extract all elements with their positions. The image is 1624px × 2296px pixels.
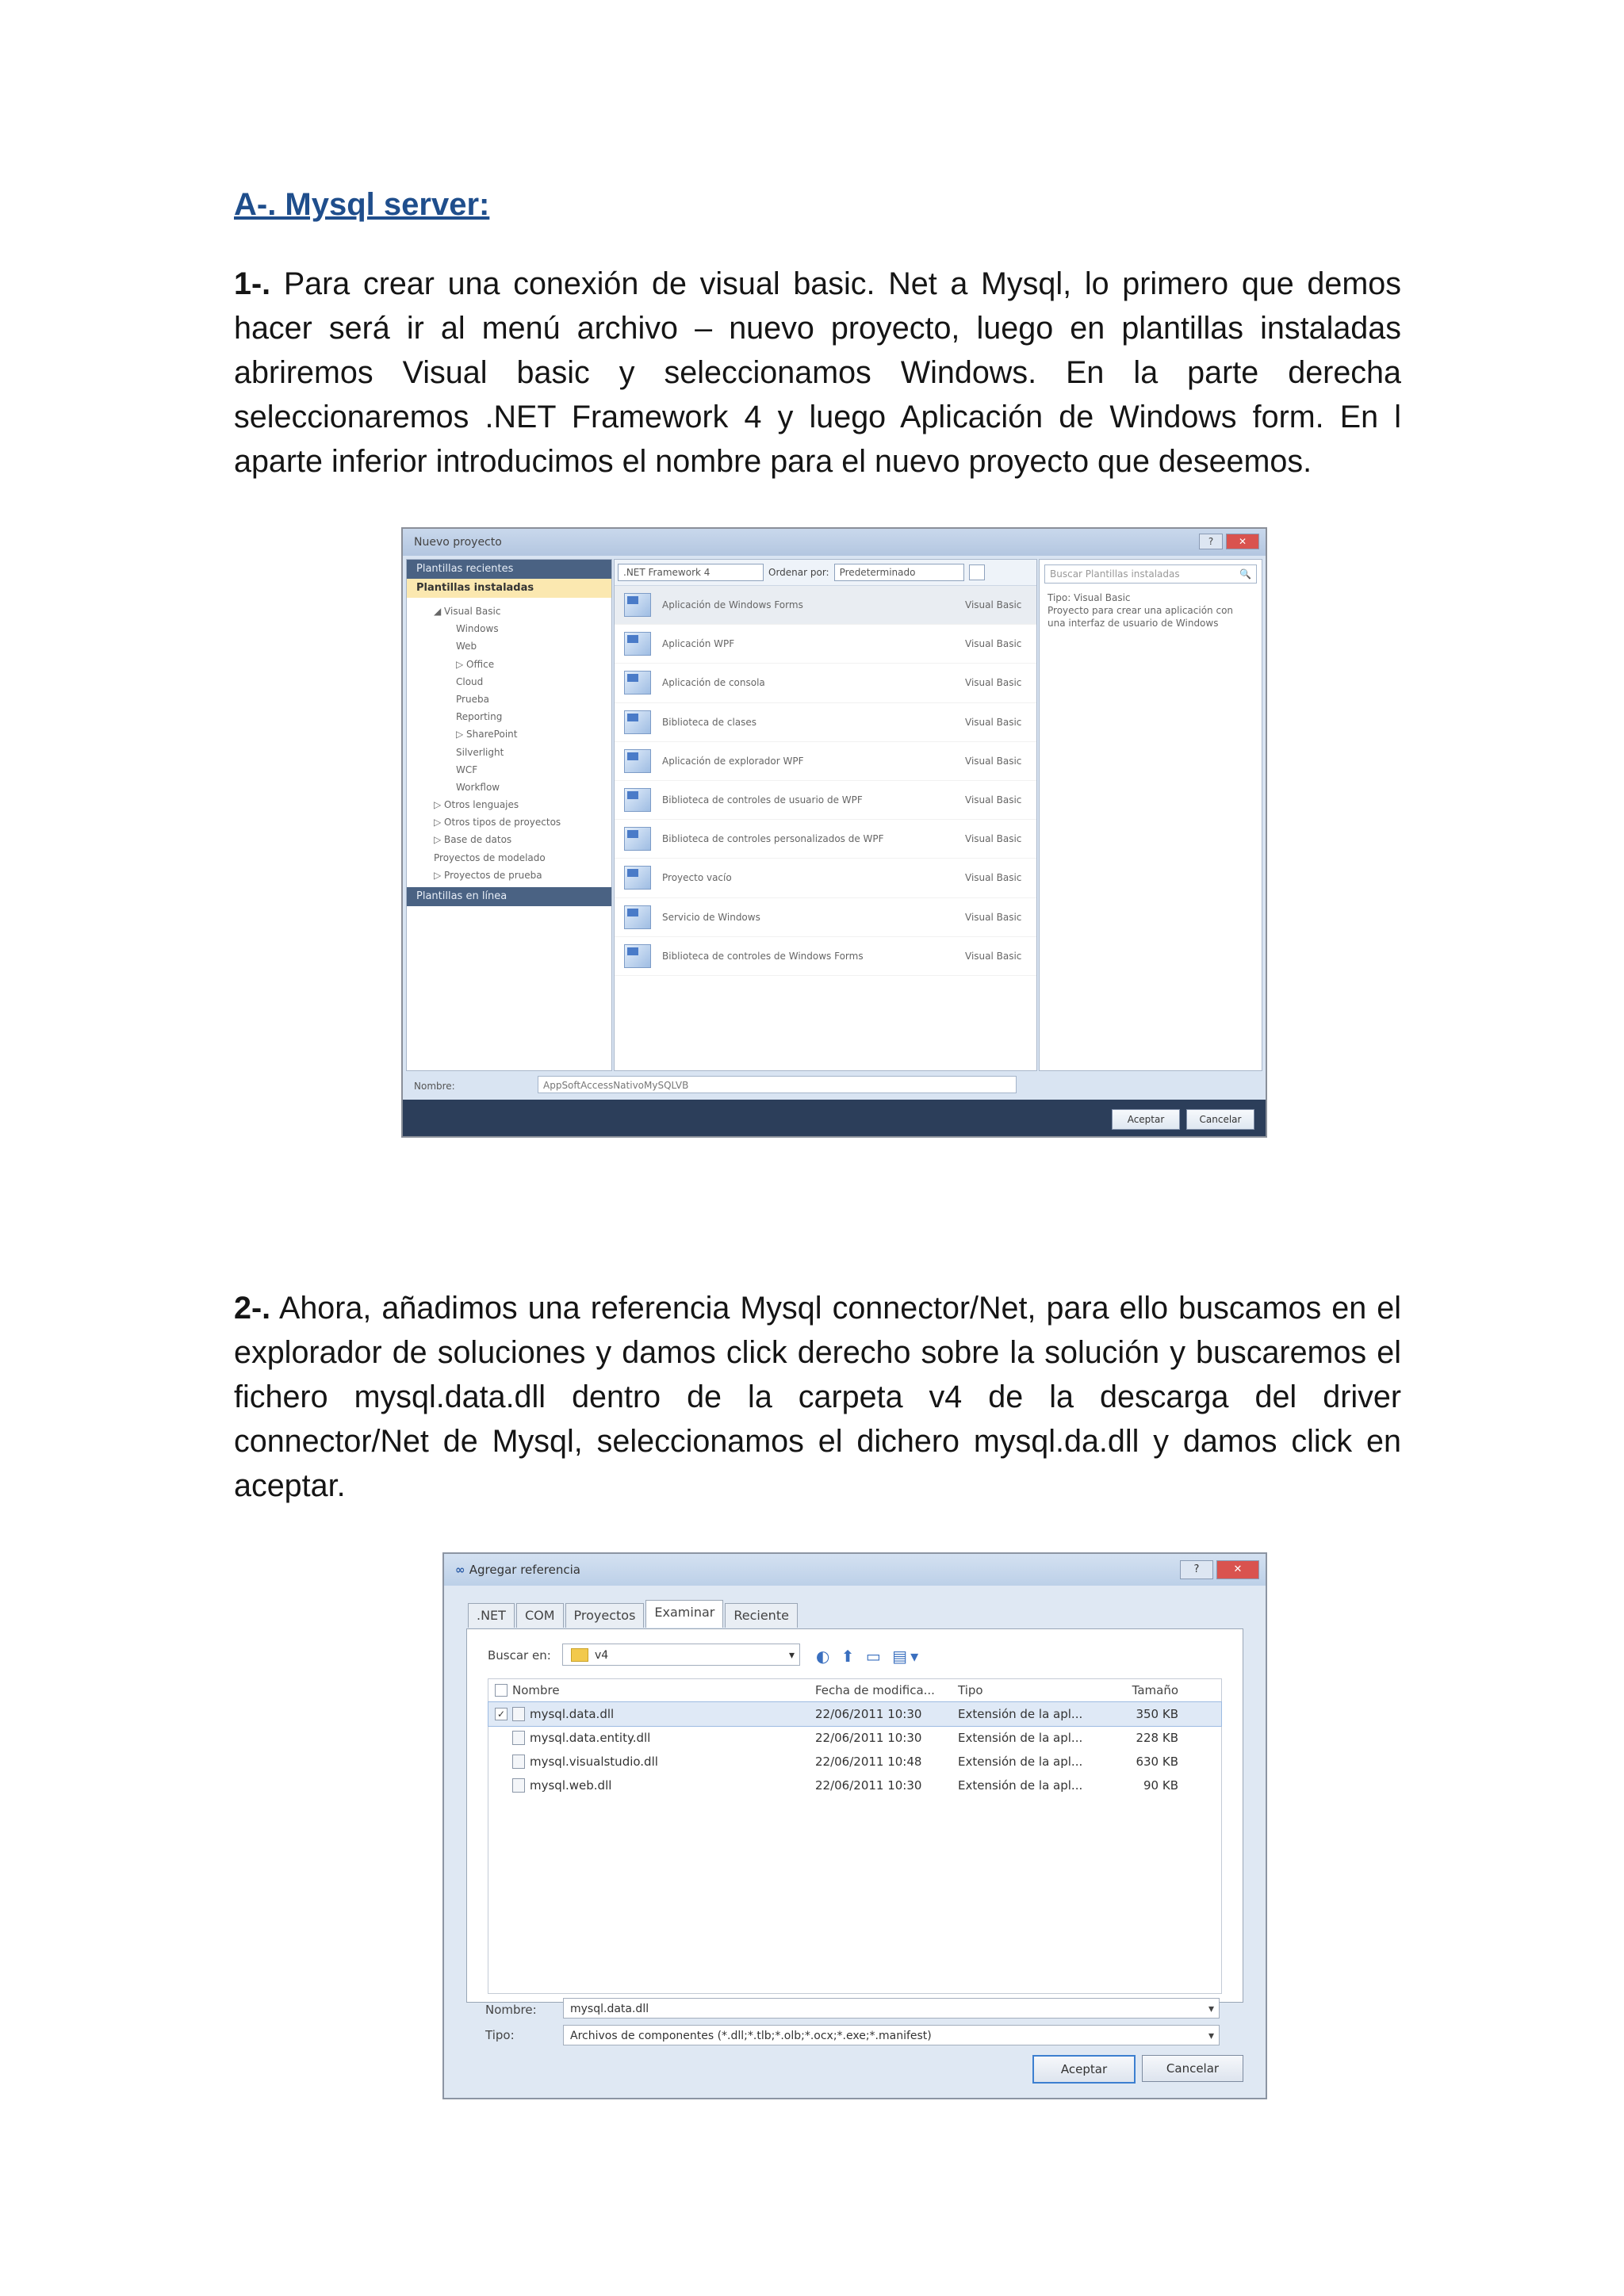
column-type[interactable]: Tipo (958, 1683, 983, 1697)
template-row[interactable] (615, 742, 1036, 781)
template-row[interactable] (615, 820, 1036, 859)
template-name: Aplicación WPF (662, 638, 735, 650)
templates-toolbar (615, 560, 1036, 586)
sort-select[interactable]: Predeterminado (834, 564, 964, 581)
template-rows (615, 586, 1036, 976)
cancel-button[interactable]: Cancelar (1142, 2055, 1243, 2082)
tree-item[interactable]: Windows (456, 623, 499, 635)
templates-list-panel (614, 559, 1037, 1071)
look-in-value: v4 (595, 1649, 609, 1662)
step-1-number: 1-. (234, 266, 271, 301)
file-type: Extensión de la apl... (958, 1778, 1083, 1793)
template-name: Aplicación de explorador WPF (662, 755, 804, 767)
online-templates[interactable]: Plantillas en línea (407, 887, 611, 906)
template-icon (624, 671, 651, 695)
file-size: 350 KB (1136, 1707, 1178, 1721)
template-language: Visual Basic (965, 950, 1022, 962)
file-type: Extensión de la apl... (958, 1731, 1083, 1745)
infinity-icon: ∞ (455, 1563, 469, 1577)
template-icon (624, 632, 651, 656)
template-search-input[interactable] (1044, 564, 1257, 584)
tab-net[interactable]: .NET (468, 1603, 515, 1628)
file-date: 22/06/2011 10:48 (815, 1755, 922, 1769)
tab-reciente[interactable]: Reciente (725, 1603, 798, 1628)
close-icon[interactable]: ✕ (1226, 534, 1259, 549)
dialog-bottom (403, 1073, 1266, 1136)
dialog-title-text: Agregar referencia (469, 1563, 580, 1577)
reference-tabs (468, 1603, 799, 1628)
file-date: 22/06/2011 10:30 (815, 1778, 922, 1793)
template-type-info: Tipo: Visual Basic (1048, 592, 1131, 603)
sort-label: Ordenar por: (768, 567, 829, 578)
chevron-down-icon[interactable]: ▾ (788, 1649, 795, 1662)
tree-item[interactable]: ▷ Proyectos de prueba (434, 869, 542, 881)
template-tree (407, 598, 611, 884)
tree-item[interactable]: Prueba (456, 693, 489, 705)
accept-button[interactable]: Aceptar (1112, 1109, 1180, 1130)
section-heading: A-. Mysql server: (234, 187, 490, 222)
tab-proyectos[interactable]: Proyectos (565, 1603, 645, 1628)
step-1-text: Para crear una conexión de visual basic. Net a Mysql, lo primero que demos hacer será ir al menú archivo – nuevo proyecto, luego en plantillas instaladas abriremos Visual basic y seleccionamos Windows. En la parte derecha seleccionaremos .NET Framework 4 y luego Aplicación de Windows form. En l aparte inferior introducimos el nombre para el nuevo proyecto que deseemos. (234, 266, 1401, 479)
help-icon[interactable]: ? (1199, 534, 1223, 549)
template-row[interactable] (615, 664, 1036, 702)
file-row[interactable] (488, 1750, 1221, 1774)
file-size: 90 KB (1143, 1778, 1178, 1793)
template-icon (624, 788, 651, 812)
new-project-dialog-screenshot (401, 527, 1267, 1138)
template-row[interactable] (615, 703, 1036, 742)
installed-templates[interactable]: Plantillas instaladas (407, 579, 611, 598)
view-toggle-icon[interactable] (969, 564, 985, 580)
template-icon (624, 827, 651, 851)
template-row[interactable] (615, 898, 1036, 937)
template-language: Visual Basic (965, 794, 1022, 806)
cancel-button[interactable]: Cancelar (1186, 1109, 1254, 1130)
tab-com[interactable]: COM (516, 1603, 564, 1628)
templates-sidebar (406, 559, 612, 1071)
file-type-label: Tipo: (485, 2028, 515, 2042)
template-description: Proyecto para crear una aplicación con una interfaz de usuario de Windows (1048, 605, 1234, 629)
help-icon[interactable]: ? (1180, 1560, 1213, 1579)
template-icon (624, 593, 651, 617)
file-checkbox[interactable]: ✓ (495, 1708, 508, 1720)
template-language: Visual Basic (965, 638, 1022, 650)
file-type-select[interactable]: Archivos de componentes (*.dll;*.tlb;*.olb;*.ocx;*.exe;*.manifest) ▾ (563, 2025, 1220, 2045)
template-row[interactable] (615, 625, 1036, 664)
window-controls (1199, 534, 1259, 549)
template-info-panel (1039, 559, 1262, 1071)
browse-panel (466, 1628, 1243, 2003)
file-name: mysql.data.entity.dll (530, 1731, 651, 1745)
column-size[interactable]: Tamaño (1132, 1683, 1178, 1697)
tree-item[interactable]: ◢ Visual Basic (434, 606, 501, 617)
template-language: Visual Basic (965, 677, 1022, 689)
dll-file-icon (512, 1731, 525, 1745)
tree-item[interactable]: Proyectos de modelado (434, 851, 546, 863)
tree-item[interactable]: Cloud (456, 675, 484, 687)
step-2-text: Ahora, añadimos una referencia Mysql connector/Net, para ello buscamos en el explorador de soluciones y damos click derecho sobre la solución y buscaremos el fichero mysql.data.dll dentro de la carpeta v4 de la descarga del driver connector/Net de Mysql, seleccionamos el dichero mysql.da.dll y damos click en aceptar. (234, 1291, 1401, 1503)
file-name: mysql.visualstudio.dll (530, 1755, 658, 1769)
template-icon (624, 866, 651, 890)
search-icon[interactable]: 🔍 (1239, 568, 1251, 580)
recent-templates[interactable]: Plantillas recientes (407, 560, 611, 579)
navigation-toolbar-icons[interactable]: ◐ ⬆ ▭ ▤▾ (816, 1647, 922, 1666)
template-language: Visual Basic (965, 833, 1022, 845)
file-name: mysql.web.dll (530, 1778, 612, 1793)
file-type: Extensión de la apl... (958, 1755, 1083, 1769)
column-name[interactable]: Nombre (512, 1683, 560, 1697)
file-row[interactable] (488, 1774, 1221, 1797)
select-all-checkbox[interactable] (495, 1684, 508, 1697)
step-1-paragraph (234, 262, 1401, 484)
close-icon[interactable]: ✕ (1216, 1560, 1259, 1579)
tree-item[interactable]: ▷ Base de datos (434, 834, 512, 846)
file-rows (488, 1702, 1221, 1797)
step-2-number: 2-. (234, 1291, 271, 1326)
file-date: 22/06/2011 10:30 (815, 1707, 922, 1721)
file-list-header (488, 1679, 1221, 1702)
file-name: mysql.data.dll (530, 1707, 615, 1721)
template-name: Biblioteca de controles de Windows Forms (662, 950, 864, 962)
look-in-label: Buscar en: (488, 1648, 551, 1663)
folder-icon (571, 1648, 588, 1662)
template-row[interactable] (615, 937, 1036, 976)
tab-examinar[interactable]: Examinar (645, 1600, 723, 1628)
template-language: Visual Basic (965, 755, 1022, 767)
tree-item[interactable]: ▷ SharePoint (456, 729, 518, 740)
file-size: 630 KB (1136, 1755, 1178, 1769)
search-placeholder: Buscar Plantillas instaladas (1050, 568, 1180, 580)
file-date: 22/06/2011 10:30 (815, 1731, 922, 1745)
file-size: 228 KB (1136, 1731, 1178, 1745)
tree-item[interactable]: Workflow (456, 781, 500, 793)
template-row[interactable] (615, 586, 1036, 625)
dll-file-icon (512, 1778, 525, 1793)
project-name-input[interactable]: AppSoftAccessNativoMySQLVB (538, 1076, 1017, 1093)
dialog-title: Nuevo proyecto (403, 529, 1266, 556)
framework-select[interactable]: .NET Framework 4 (618, 564, 764, 581)
template-icon (624, 710, 651, 734)
look-in-combo[interactable] (562, 1644, 800, 1666)
template-icon (624, 905, 651, 929)
template-icon (624, 749, 651, 773)
column-date[interactable]: Fecha de modifica... (815, 1683, 935, 1697)
template-icon (624, 944, 651, 968)
tree-item[interactable]: WCF (456, 763, 478, 775)
template-name: Biblioteca de clases (662, 716, 757, 728)
template-name: Proyecto vacío (662, 872, 732, 884)
tree-item[interactable]: Web (456, 641, 477, 652)
template-language: Visual Basic (965, 872, 1022, 884)
add-reference-dialog-screenshot (442, 1552, 1267, 2099)
template-name: Servicio de Windows (662, 911, 760, 923)
window-controls (1180, 1560, 1259, 1579)
file-row[interactable] (488, 1726, 1221, 1750)
tree-item[interactable]: ▷ Office (456, 658, 495, 670)
tree-item[interactable]: ▷ Otros lenguajes (434, 799, 519, 811)
template-name: Biblioteca de controles de usuario de WPF (662, 794, 863, 806)
template-row[interactable] (615, 859, 1036, 897)
project-name-label: Nombre: (414, 1081, 455, 1092)
tree-item[interactable]: Silverlight (456, 746, 504, 758)
tree-item[interactable]: Reporting (456, 711, 503, 723)
accept-button[interactable]: Aceptar (1032, 2055, 1136, 2084)
template-language: Visual Basic (965, 911, 1022, 923)
file-name-input[interactable]: mysql.data.dll ▾ (563, 1998, 1220, 2019)
template-language: Visual Basic (965, 716, 1022, 728)
file-list (488, 1678, 1222, 1994)
file-name-label: Nombre: (485, 2003, 537, 2017)
template-name: Biblioteca de controles personalizados de WPF (662, 833, 884, 845)
step-2-paragraph (234, 1286, 1401, 1508)
dialog-footer (403, 1100, 1266, 1136)
file-row[interactable] (488, 1702, 1221, 1726)
template-language: Visual Basic (965, 599, 1022, 611)
dll-file-icon (512, 1707, 525, 1721)
template-row[interactable] (615, 781, 1036, 820)
dialog-title (444, 1554, 1266, 1586)
template-name: Aplicación de consola (662, 677, 765, 689)
file-type: Extensión de la apl... (958, 1707, 1083, 1721)
tree-item[interactable]: ▷ Otros tipos de proyectos (434, 817, 561, 828)
dll-file-icon (512, 1755, 525, 1769)
template-name: Aplicación de Windows Forms (662, 599, 803, 611)
